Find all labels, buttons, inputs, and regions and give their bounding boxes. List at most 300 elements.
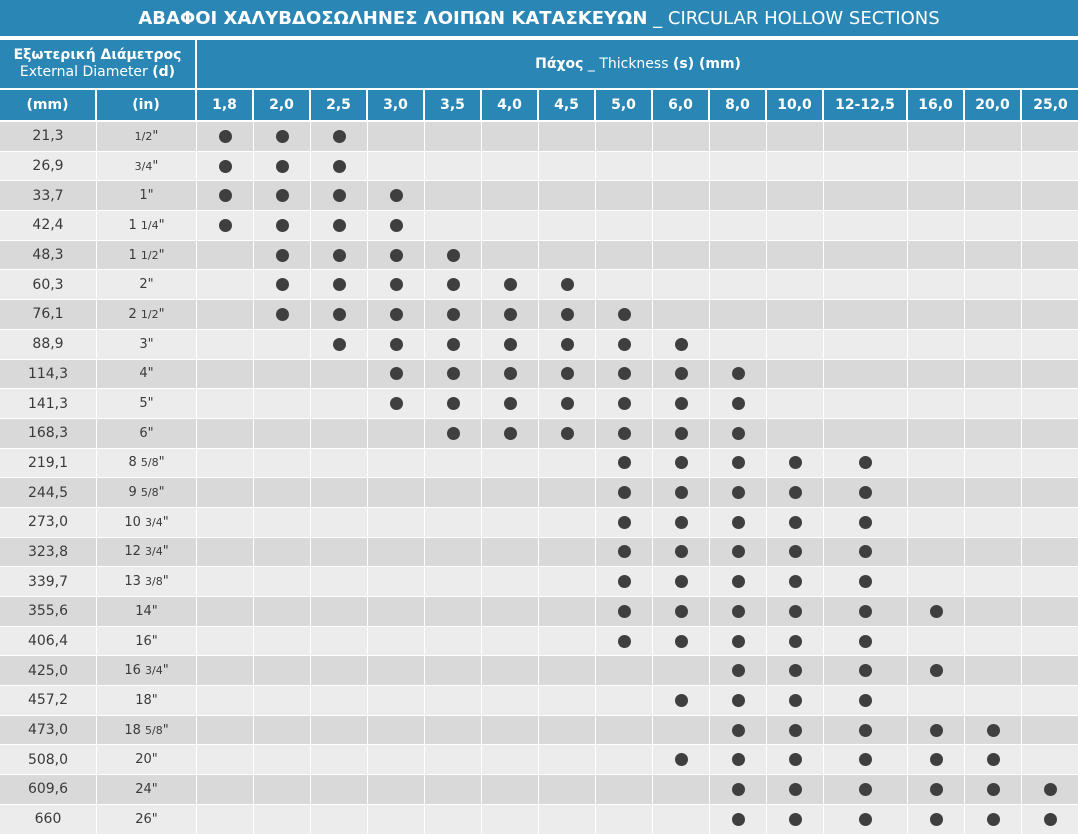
inch-whole: 16: [124, 663, 141, 679]
thickness-cell: [596, 419, 653, 449]
thickness-cell: [908, 745, 965, 775]
filled-circle-icon: [447, 308, 460, 321]
inch-fraction: 5/8: [140, 456, 159, 470]
thickness-cell: [1022, 360, 1078, 390]
filled-circle-icon: [561, 338, 574, 351]
filled-circle-icon: [504, 278, 517, 291]
thickness-cell: [311, 627, 368, 657]
thickness-cell: [710, 270, 767, 300]
inch-mark: ": [147, 277, 154, 293]
filled-circle-icon: [987, 783, 1000, 796]
thickness-cell: [596, 270, 653, 300]
thickness-cell: [482, 270, 539, 300]
thickness-cell: [311, 745, 368, 775]
thickness-cell: [908, 597, 965, 627]
inch-whole: 16: [135, 633, 152, 649]
thickness-cell: [596, 330, 653, 360]
thickness-cell: [482, 775, 539, 805]
thickness-cell: [1022, 122, 1078, 152]
diameter-in-cell: [97, 270, 197, 300]
diameter-mm-cell: 323,8: [0, 538, 97, 568]
thickness-cell: [311, 330, 368, 360]
thickness-cell: [908, 419, 965, 449]
filled-circle-icon: [618, 308, 631, 321]
inch-whole: 14: [135, 603, 152, 619]
thickness-column-header: 3,0: [368, 90, 425, 122]
filled-circle-icon: [447, 338, 460, 351]
thickness-cell: [197, 330, 254, 360]
thickness-cell: [254, 716, 311, 746]
thickness-cell: [368, 360, 425, 390]
diameter-mm-cell: 114,3: [0, 360, 97, 390]
filled-circle-icon: [276, 189, 289, 202]
filled-circle-icon: [618, 575, 631, 588]
thickness-cell: [965, 597, 1022, 627]
filled-circle-icon: [789, 486, 802, 499]
thickness-cell: [482, 656, 539, 686]
thickness-cell: [539, 745, 596, 775]
inch-fraction: 3/4: [145, 515, 163, 529]
inch-whole: 18: [135, 692, 152, 708]
filled-circle-icon: [859, 575, 872, 588]
filled-circle-icon: [675, 397, 688, 410]
thickness-cell: [908, 152, 965, 182]
thickness-cell: [653, 330, 710, 360]
inch-whole: 2: [128, 306, 137, 322]
inch-mark: ": [147, 366, 154, 382]
thickness-cell: [653, 122, 710, 152]
thickness-cell: [1022, 656, 1078, 686]
thickness-column-header: 8,0: [710, 90, 767, 122]
filled-circle-icon: [732, 516, 745, 529]
thickness-cell: [767, 508, 824, 538]
thickness-cell: [254, 330, 311, 360]
thickness-cell: [653, 241, 710, 271]
thickness-cell: [965, 627, 1022, 657]
thickness-cell: [653, 656, 710, 686]
thickness-cell: [824, 775, 908, 805]
filled-circle-icon: [732, 575, 745, 588]
inch-mark: ": [151, 633, 158, 649]
filled-circle-icon: [732, 456, 745, 469]
filled-circle-icon: [333, 160, 346, 173]
thickness-cell: [368, 419, 425, 449]
filled-circle-icon: [675, 545, 688, 558]
thickness-cell: [710, 419, 767, 449]
diameter-in-cell: [97, 330, 197, 360]
thickness-cell: [254, 122, 311, 152]
thickness-cell: [596, 627, 653, 657]
thickness-cell: [539, 805, 596, 835]
thickness-cell: [824, 389, 908, 419]
thickness-cell: [254, 627, 311, 657]
diameter-mm-cell: 244,5: [0, 478, 97, 508]
thickness-cell: [425, 419, 482, 449]
filled-circle-icon: [333, 308, 346, 321]
thickness-cell: [1022, 567, 1078, 597]
thickness-greek: Πάχος: [535, 56, 584, 72]
inch-mark: ": [147, 396, 154, 412]
thickness-cell: [539, 775, 596, 805]
diameter-in-cell: [97, 656, 197, 686]
filled-circle-icon: [789, 694, 802, 707]
thickness-cell: [824, 627, 908, 657]
thickness-cell: [710, 360, 767, 390]
thickness-cell: [368, 716, 425, 746]
inch-mark: ": [147, 336, 154, 352]
thickness-cell: [767, 716, 824, 746]
filled-circle-icon: [333, 219, 346, 232]
filled-circle-icon: [390, 367, 403, 380]
thickness-cell: [482, 745, 539, 775]
filled-circle-icon: [732, 694, 745, 707]
diameter-in-cell: [97, 716, 197, 746]
thickness-cell: [824, 449, 908, 479]
diameter-mm-cell: 609,6: [0, 775, 97, 805]
thickness-cell: [197, 686, 254, 716]
thickness-cell: [254, 181, 311, 211]
thickness-cell: [710, 389, 767, 419]
thickness-cell: [539, 330, 596, 360]
filled-circle-icon: [618, 367, 631, 380]
thickness-cell: [710, 449, 767, 479]
thickness-cell: [824, 567, 908, 597]
thickness-cell: [908, 449, 965, 479]
table-row: [0, 419, 1078, 449]
diameter-mm-cell: 508,0: [0, 745, 97, 775]
filled-circle-icon: [675, 456, 688, 469]
thickness-cell: [824, 478, 908, 508]
thickness-cell: [653, 181, 710, 211]
inch-fraction: 3/8: [145, 575, 163, 589]
filled-circle-icon: [732, 605, 745, 618]
filled-circle-icon: [930, 783, 943, 796]
filled-circle-icon: [219, 189, 232, 202]
thickness-cell: [425, 389, 482, 419]
thickness-cell: [482, 627, 539, 657]
thickness-cell: [908, 270, 965, 300]
table-row: [0, 656, 1078, 686]
thickness-cell: [767, 300, 824, 330]
thickness-cell: [368, 241, 425, 271]
filled-circle-icon: [789, 605, 802, 618]
thickness-cell: [368, 478, 425, 508]
thickness-cell: [1022, 686, 1078, 716]
thickness-column-header: 12-12,5: [824, 90, 908, 122]
thickness-cell: [965, 419, 1022, 449]
thickness-cell: [596, 805, 653, 835]
thickness-cell: [311, 389, 368, 419]
thickness-cell: [368, 449, 425, 479]
filled-circle-icon: [732, 486, 745, 499]
thickness-cell: [767, 122, 824, 152]
table-row: [0, 508, 1078, 538]
thickness-cell: [767, 686, 824, 716]
table-row: [0, 627, 1078, 657]
thickness-cell: [539, 478, 596, 508]
thickness-cell: [254, 745, 311, 775]
thickness-cell: [767, 478, 824, 508]
thickness-header: [197, 40, 1078, 90]
table-body: [0, 122, 1078, 835]
diameter-in-cell: [97, 389, 197, 419]
thickness-cell: [965, 270, 1022, 300]
thickness-cell: [368, 270, 425, 300]
inch-whole: 24: [135, 781, 152, 797]
filled-circle-icon: [333, 338, 346, 351]
inch-mark: ": [151, 811, 158, 827]
thickness-cell: [596, 538, 653, 568]
thickness-cell: [482, 300, 539, 330]
thickness-cell: [368, 745, 425, 775]
diameter-mm-cell: 42,4: [0, 211, 97, 241]
filled-circle-icon: [276, 130, 289, 143]
filled-circle-icon: [859, 605, 872, 618]
header-row-2: [0, 90, 1078, 122]
filled-circle-icon: [675, 694, 688, 707]
thickness-cell: [197, 389, 254, 419]
thickness-cell: [197, 597, 254, 627]
filled-circle-icon: [504, 308, 517, 321]
thickness-cell: [596, 775, 653, 805]
filled-circle-icon: [447, 278, 460, 291]
thickness-cell: [254, 538, 311, 568]
thickness-cell: [539, 686, 596, 716]
thickness-cell: [311, 181, 368, 211]
filled-circle-icon: [789, 635, 802, 648]
thickness-cell: [710, 122, 767, 152]
thickness-cell: [482, 181, 539, 211]
thickness-cell: [710, 181, 767, 211]
inch-mark: ": [162, 722, 169, 738]
thickness-cell: [425, 211, 482, 241]
inch-whole: 10: [124, 514, 141, 530]
thickness-cell: [1022, 597, 1078, 627]
thickness-column-header: 16,0: [908, 90, 965, 122]
thickness-cell: [965, 716, 1022, 746]
diameter-in-cell: [97, 775, 197, 805]
filled-circle-icon: [732, 753, 745, 766]
thickness-cell: [539, 389, 596, 419]
thickness-cell: [539, 300, 596, 330]
thickness-cell: [482, 597, 539, 627]
thickness-cell: [368, 775, 425, 805]
thickness-cell: [254, 478, 311, 508]
thickness-cell: [965, 389, 1022, 419]
thickness-cell: [1022, 775, 1078, 805]
thickness-cell: [653, 449, 710, 479]
diameter-mm-cell: 355,6: [0, 597, 97, 627]
filled-circle-icon: [333, 130, 346, 143]
thickness-cell: [539, 122, 596, 152]
thickness-cell: [254, 241, 311, 271]
external-diameter-greek: Εξωτερική Διάμετρος: [13, 47, 182, 63]
thickness-cell: [1022, 181, 1078, 211]
filled-circle-icon: [219, 160, 232, 173]
thickness-cell: [908, 656, 965, 686]
header-row-1: [0, 40, 1078, 90]
table-row: [0, 241, 1078, 271]
thickness-cell: [425, 300, 482, 330]
thickness-cell: [254, 567, 311, 597]
filled-circle-icon: [789, 456, 802, 469]
table-row: [0, 567, 1078, 597]
thickness-cell: [311, 656, 368, 686]
inch-fraction: 1/4: [140, 218, 159, 232]
thickness-cell: [197, 627, 254, 657]
thickness-cell: [1022, 805, 1078, 835]
thickness-cell: [539, 656, 596, 686]
filled-circle-icon: [859, 516, 872, 529]
thickness-cell: [710, 567, 767, 597]
thickness-cell: [824, 656, 908, 686]
thickness-cell: [1022, 300, 1078, 330]
inch-mark: ": [162, 544, 169, 560]
thickness-cell: [425, 270, 482, 300]
thickness-cell: [767, 775, 824, 805]
thickness-cell: [311, 775, 368, 805]
thickness-cell: [767, 449, 824, 479]
thickness-column-header: 3,5: [425, 90, 482, 122]
thickness-cell: [596, 360, 653, 390]
filled-circle-icon: [1044, 783, 1057, 796]
thickness-cell: [539, 360, 596, 390]
thickness-cell: [482, 330, 539, 360]
diameter-mm-cell: 168,3: [0, 419, 97, 449]
filled-circle-icon: [561, 308, 574, 321]
diameter-mm-cell: 457,2: [0, 686, 97, 716]
table-row: [0, 745, 1078, 775]
inch-whole: 9: [128, 485, 137, 501]
thickness-cell: [710, 805, 767, 835]
inch-whole: 26: [135, 811, 152, 827]
thickness-cell: [197, 360, 254, 390]
filled-circle-icon: [333, 278, 346, 291]
thickness-cell: [482, 241, 539, 271]
table-row: [0, 478, 1078, 508]
filled-circle-icon: [447, 367, 460, 380]
thickness-cell: [482, 389, 539, 419]
filled-circle-icon: [618, 516, 631, 529]
diameter-in-cell: [97, 478, 197, 508]
thickness-column-header: 6,0: [653, 90, 710, 122]
thickness-cell: [824, 241, 908, 271]
diameter-mm-cell: 48,3: [0, 241, 97, 271]
thickness-cell: [368, 508, 425, 538]
thickness-cell: [908, 211, 965, 241]
filled-circle-icon: [859, 486, 872, 499]
thickness-cell: [965, 508, 1022, 538]
thickness-cell: [908, 241, 965, 271]
in-column-header: (in): [97, 90, 197, 122]
inch-fraction: 5/8: [145, 723, 163, 737]
thickness-cell: [710, 745, 767, 775]
inch-whole: 2: [139, 277, 148, 293]
filled-circle-icon: [390, 249, 403, 262]
thickness-cell: [539, 508, 596, 538]
filled-circle-icon: [561, 427, 574, 440]
thickness-cell: [824, 538, 908, 568]
thickness-cell: [710, 478, 767, 508]
filled-circle-icon: [504, 367, 517, 380]
diameter-in-cell: [97, 122, 197, 152]
thickness-cell: [425, 449, 482, 479]
thickness-cell: [539, 152, 596, 182]
inch-whole: 20: [135, 752, 152, 768]
thickness-cell: [824, 360, 908, 390]
thickness-cell: [710, 716, 767, 746]
thickness-cell: [254, 775, 311, 805]
thickness-cell: [197, 805, 254, 835]
diameter-in-cell: [97, 181, 197, 211]
thickness-cell: [767, 241, 824, 271]
inch-fraction: 1/2: [140, 307, 159, 321]
diameter-mm-cell: 141,3: [0, 389, 97, 419]
filled-circle-icon: [859, 545, 872, 558]
thickness-cell: [653, 597, 710, 627]
thickness-cell: [254, 389, 311, 419]
thickness-cell: [254, 805, 311, 835]
thickness-cell: [908, 805, 965, 835]
table-row: [0, 449, 1078, 479]
thickness-cell: [368, 152, 425, 182]
table-row: [0, 597, 1078, 627]
table-row: [0, 360, 1078, 390]
thickness-cell: [539, 211, 596, 241]
thickness-cell: [311, 152, 368, 182]
inch-whole: 18: [124, 722, 141, 738]
diameter-in-cell: [97, 449, 197, 479]
thickness-cell: [596, 478, 653, 508]
thickness-cell: [965, 775, 1022, 805]
thickness-cell: [311, 805, 368, 835]
thickness-cell: [824, 181, 908, 211]
filled-circle-icon: [504, 397, 517, 410]
thickness-cell: [710, 211, 767, 241]
thickness-cell: [824, 330, 908, 360]
inch-mark: ": [152, 128, 159, 144]
diameter-in-cell: [97, 627, 197, 657]
inch-whole: 1: [139, 188, 148, 204]
thickness-cell: [653, 360, 710, 390]
thickness-cell: [824, 419, 908, 449]
diameter-mm-cell: 21,3: [0, 122, 97, 152]
filled-circle-icon: [1044, 813, 1057, 826]
thickness-cell: [596, 122, 653, 152]
thickness-cell: [425, 241, 482, 271]
thickness-cell: [311, 419, 368, 449]
table-row: [0, 775, 1078, 805]
filled-circle-icon: [675, 575, 688, 588]
thickness-cell: [653, 686, 710, 716]
diameter-mm-cell: 88,9: [0, 330, 97, 360]
thickness-cell: [965, 152, 1022, 182]
inch-mark: ": [158, 217, 165, 233]
thickness-cell: [368, 627, 425, 657]
thickness-cell: [767, 567, 824, 597]
filled-circle-icon: [930, 753, 943, 766]
filled-circle-icon: [732, 724, 745, 737]
inch-fraction: 1/2: [140, 248, 159, 262]
thickness-cell: [965, 805, 1022, 835]
thickness-column-header: 1,8: [197, 90, 254, 122]
thickness-cell: [596, 211, 653, 241]
thickness-cell: [254, 360, 311, 390]
thickness-cell: [710, 627, 767, 657]
thickness-cell: [368, 389, 425, 419]
diameter-mm-cell: 339,7: [0, 567, 97, 597]
thickness-cell: [653, 745, 710, 775]
